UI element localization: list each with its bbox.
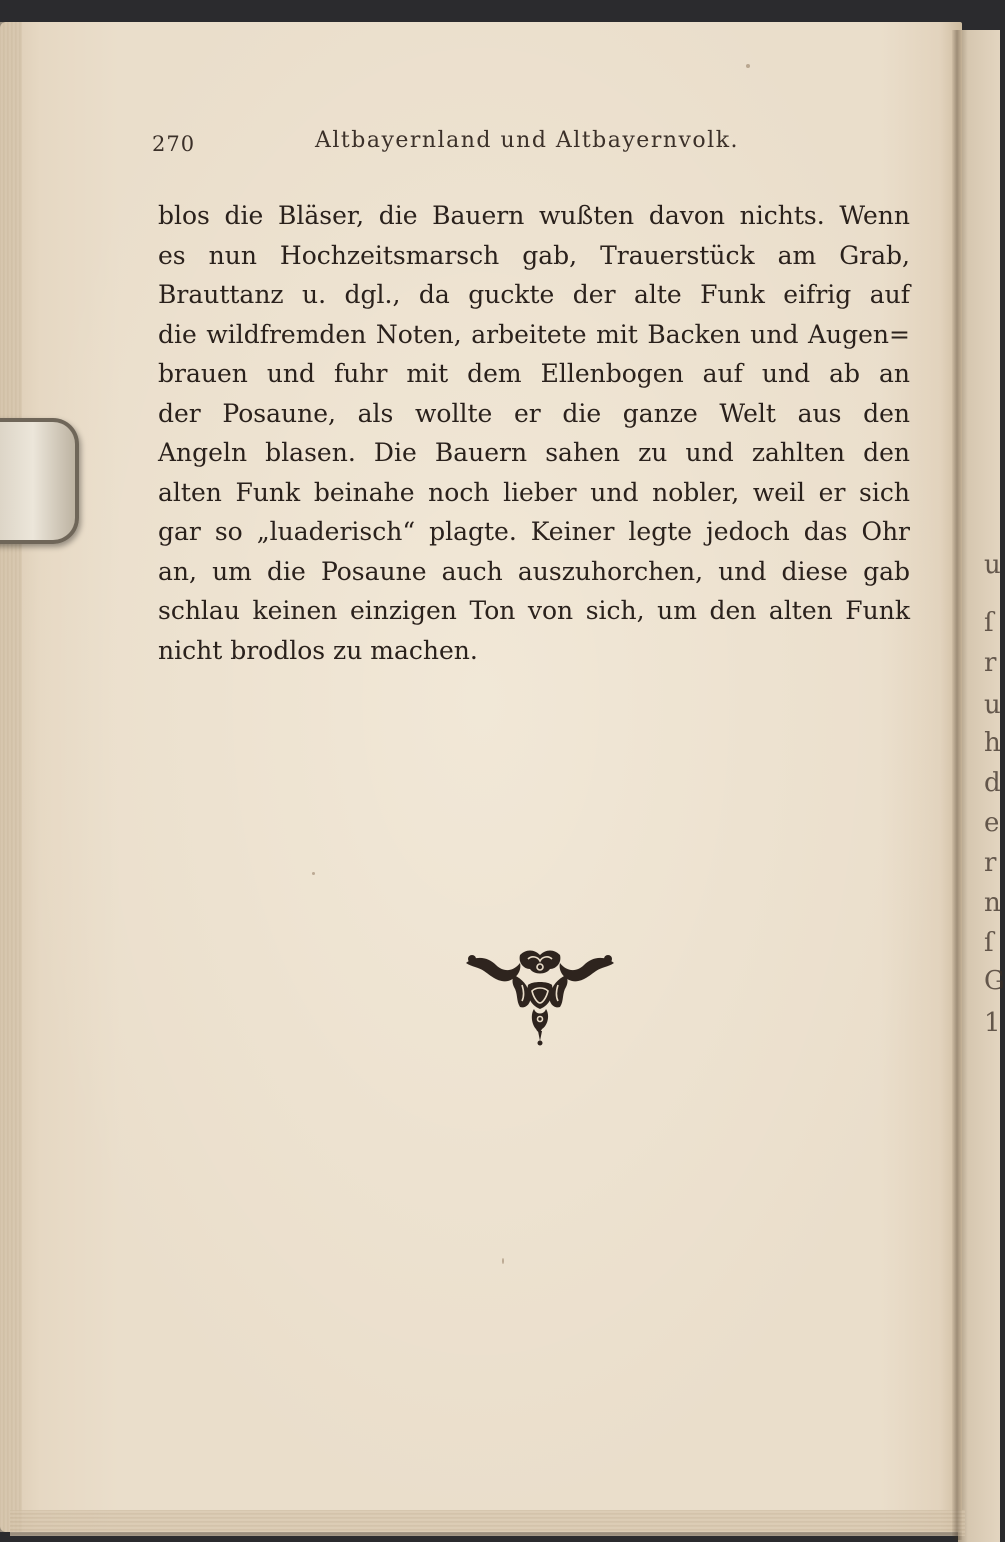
facing-page-glyph: e bbox=[984, 808, 1000, 838]
text-line: schlau keinen einzigen Ton von sich, um den alten Funk bbox=[158, 596, 910, 625]
facing-page-glyph: ſ bbox=[984, 608, 994, 638]
paper-speck bbox=[502, 1258, 504, 1264]
running-head bbox=[150, 128, 890, 162]
floral-ornament-icon bbox=[462, 945, 618, 1045]
page-stack-left-edge bbox=[0, 22, 22, 1532]
text-line: Angeln blasen. Die Bauern sahen zu und zahlten den bbox=[158, 438, 910, 467]
facing-page-glyph: d bbox=[984, 768, 1001, 798]
text-line: die wildfremden Noten, arbeitete mit Backen und Augen= bbox=[158, 319, 910, 349]
page-clip bbox=[0, 418, 79, 544]
facing-page-glyph: ſ bbox=[984, 928, 994, 958]
facing-page-glyph: r bbox=[984, 848, 997, 878]
facing-page-glyph: h bbox=[984, 728, 1001, 758]
facing-page-glyph: G bbox=[984, 966, 1005, 996]
text-line: gar so „luaderisch“ plagte. Keiner legte jedoch das Ohr bbox=[158, 517, 910, 546]
running-head-title: Altbayernland und Altbayernvolk. bbox=[315, 128, 740, 153]
facing-page-glyph: u bbox=[984, 690, 1001, 720]
facing-page-glyph: r bbox=[984, 648, 997, 678]
gutter-shadow bbox=[952, 30, 962, 1540]
text-line: blos die Bläser, die Bauern wußten davon nichts. Wenn bbox=[158, 201, 910, 230]
text-line: es nun Hochzeitsmarsch gab, Trauerstück am Grab, bbox=[158, 240, 910, 270]
facing-page-glyph: 1 bbox=[984, 1008, 1001, 1038]
facing-page-glyph: u bbox=[984, 550, 1001, 580]
body-text bbox=[158, 196, 910, 670]
text-line: alten Funk beinahe noch lieber und nobler, weil er sich bbox=[158, 477, 910, 507]
text-line: nicht brodlos zu machen. bbox=[158, 635, 478, 665]
text-line: Brauttanz u. dgl., da guckte der alte Funk eifrig auf bbox=[158, 280, 910, 309]
text-line: brauen und fuhr mit dem Ellenbogen auf und ab an bbox=[158, 359, 910, 388]
facing-page-glyph: n bbox=[984, 888, 1001, 918]
text-line: an, um die Posaune auch auszuhorchen, und diese gab bbox=[158, 556, 910, 586]
facing-page-edge bbox=[958, 30, 1005, 1542]
text-line: der Posaune, als wollte er die ganze Welt aus den bbox=[158, 398, 910, 428]
paper-speck bbox=[746, 64, 750, 68]
paper-speck bbox=[312, 872, 315, 875]
page-stack-bottom-edge bbox=[10, 1510, 965, 1536]
page-number: 270 bbox=[152, 132, 196, 156]
